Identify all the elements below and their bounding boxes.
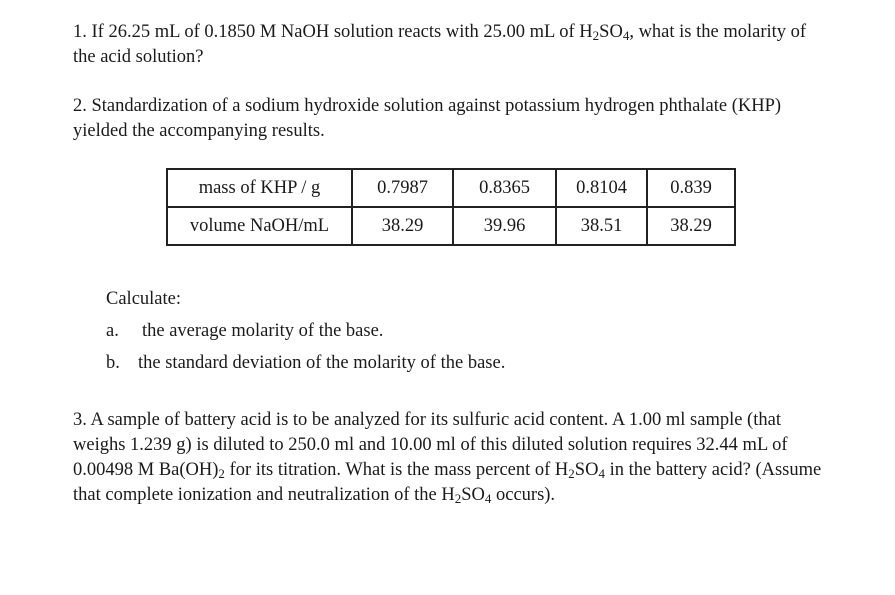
khp-results-table [166,168,736,246]
list-marker-a: a. [106,321,119,341]
table-row-volume [167,207,735,245]
table-cell: 38.51 [556,207,647,245]
table-row-mass [167,169,735,207]
table-cell: 0.7987 [352,169,453,207]
row-header-mass: mass of KHP / g [167,169,352,207]
calculate-label: Calculate: [106,289,181,309]
row-header-volume: volume NaOH/mL [167,207,352,245]
table-cell: 0.8104 [556,169,647,207]
question-1: 1. If 26.25 mL of 0.1850 M NaOH solution reacts with 25.00 mL of $H_2SO_4$, what is the molarity of the acid solution? [73,22,807,67]
list-text-a: the average molarity of the base. [142,321,384,341]
table-cell: 38.29 [352,207,453,245]
question-3: 3. A sample of battery acid is to be analyzed for its sulfuric acid content. A 1.00 ml sample (that weighs 1.239 g) is diluted to 250.0 ml and 10.00 ml of this diluted solution requires 32.44 mL of 0.00498 M $Ba(OH)_2$ for its titration. What is the mass percent of $H_2SO_4$ in the battery acid? (Assume that complete ionization and neutralization of the $H_2SO_4$ occurs). [73,410,822,506]
list-text-b: the standard deviation of the molarity of the base. [138,353,506,373]
table-cell: 39.96 [453,207,556,245]
table-cell: 0.839 [647,169,735,207]
list-item-a [106,319,383,344]
table-cell: 38.29 [647,207,735,245]
list-marker-b: b. [106,353,120,373]
table-cell: 0.8365 [453,169,556,207]
list-item-b [106,351,505,376]
question-2: 2. Standardization of a sodium hydroxide solution against potassium hydrogen phthalate (KHP) yielded the accompanying results. [73,96,782,141]
